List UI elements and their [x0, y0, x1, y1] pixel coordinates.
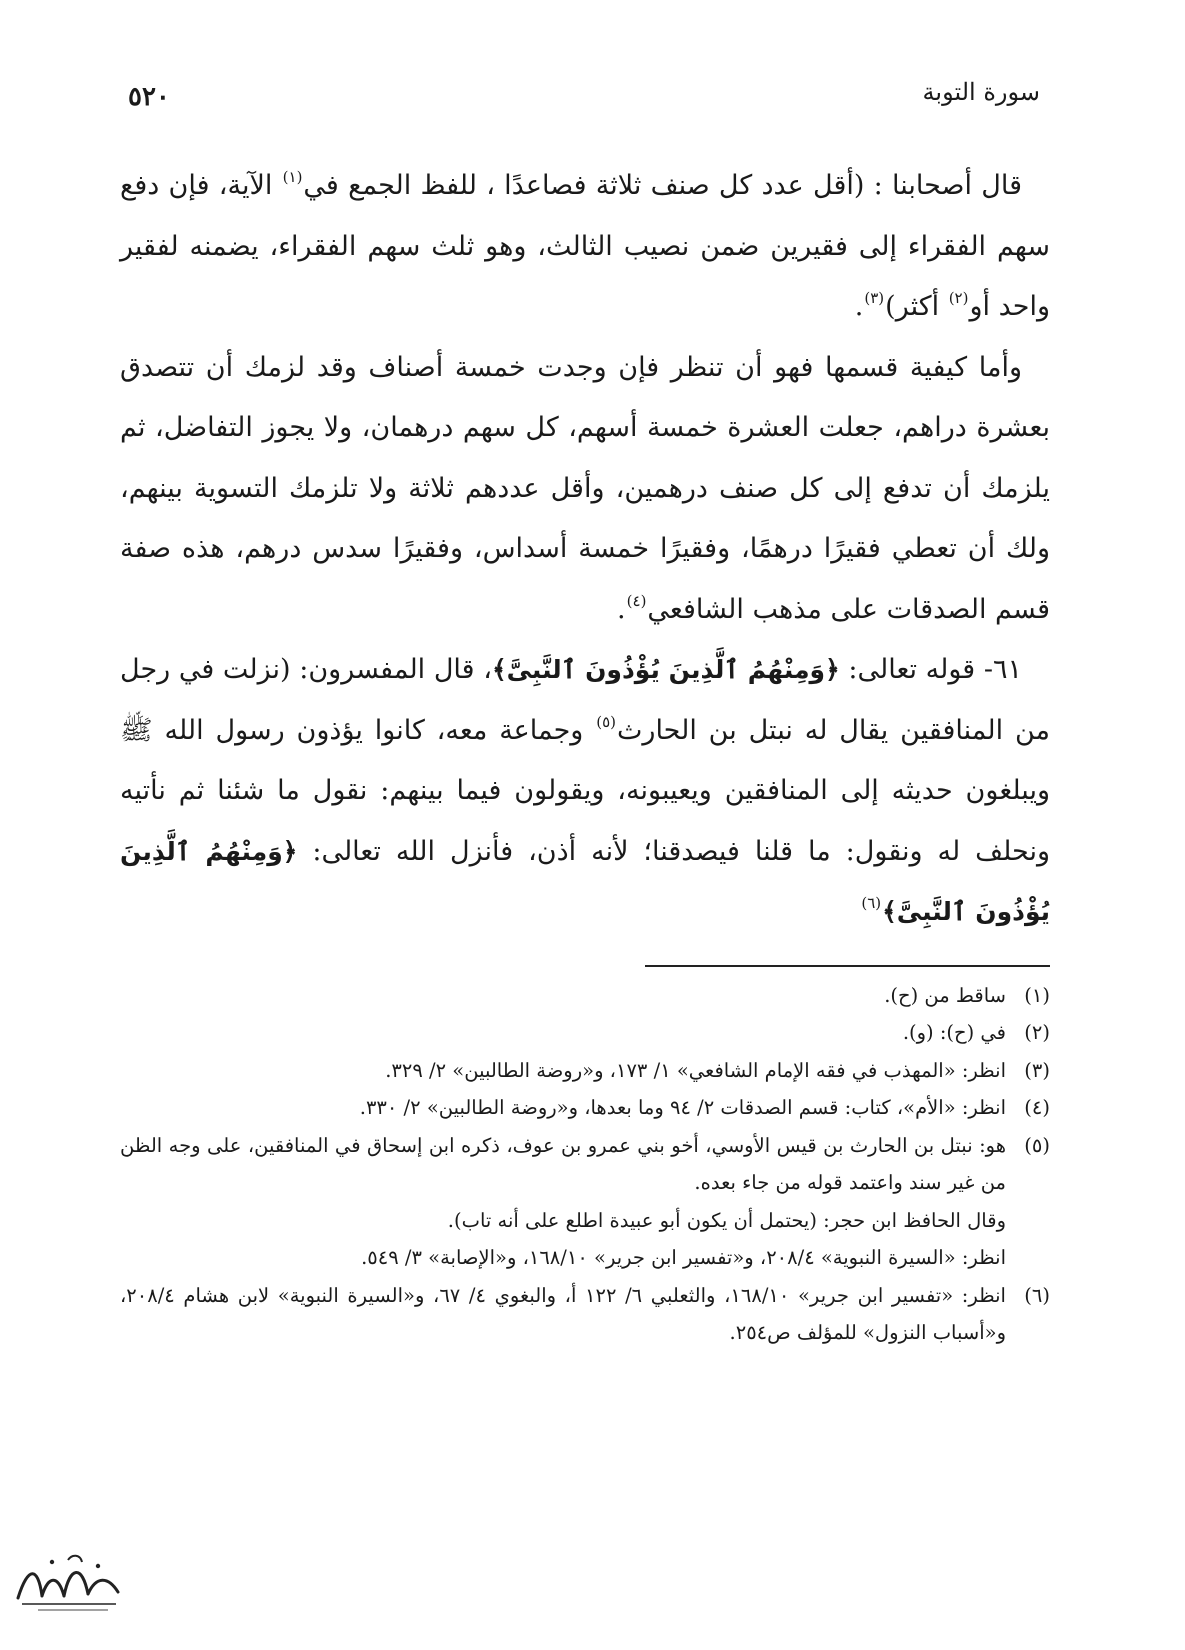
paragraph-3-text-b: ، قال المفسرون: (نزلت في رجل من المنافقين يقال له نبتل بن الحارث [120, 654, 1050, 746]
footnote-text [120, 1127, 1006, 1277]
footnote-line: انظر: «الأم»، كتاب: قسم الصدقات ٢/ ٩٤ وما بعدها، و«روضة الطالبين» ٢/ ٣٣٠. [359, 1096, 1006, 1119]
page-number: ٥٢٠ [128, 82, 170, 112]
footnote-item-6 [120, 1277, 1050, 1352]
footnote-text [120, 977, 1006, 1015]
footnote-number: (٣) [1024, 1058, 1050, 1082]
paragraph-2-text-b: . [617, 593, 626, 625]
page [120, 60, 1050, 1620]
footnote-text [120, 1089, 1006, 1127]
publisher-logo-icon [8, 1546, 128, 1616]
footnotes [120, 977, 1050, 1352]
paragraph-3-text-c: وجماعة معه، كانوا يؤذون رسول الله ﷺ ويبلغون حديثه إلى المنافقين ويعيبونه، ويقولون فيما بينهم: نقول ما شئنا ثم نأتيه ونحلف له ونقول: ما قلنا فيصدقنا؛ لأنه أذن، فأنزل الله تعالى: [120, 714, 1050, 867]
footnote-text [120, 1277, 1006, 1352]
footnote-ref-4[interactable]: (٤) [626, 591, 647, 610]
paragraph-1-text-b: الآية، فإن دفع سهم الفقراء إلى فقيرين ضمن نصيب الثالث، وهو ثلث سهم الفقراء، يضمنه لفقير واحد أو [120, 170, 1050, 322]
footnote-number: (١) [1024, 983, 1050, 1007]
footnote-item-1 [120, 977, 1050, 1015]
quran-verse-2: ﴿وَمِنْهُمُ ٱلَّذِينَ يُؤْذُونَ ٱلنَّبِىَّ﴾ [120, 836, 1050, 926]
footnote-ref-2[interactable]: (٢) [948, 289, 969, 307]
paragraph-2-text-a: وأما كيفية قسمها فهو أن تنظر فإن وجدت خمسة أصناف وقد لزمك أن تتصدق بعشرة دراهم، جعلت العشرة خمسة أسهم، كل سهم درهمان، ولا يجوز التفاضل، ثم يلزمك أن تدفع إلى كل صنف درهمين، وأقل عددهم ثلاثة ولا تلزمك التسوية بينهم، ولك أن تعطي فقيرًا درهمًا، وفقيرًا خمسة أسداس، وفقيرًا سدس درهم، هذه صفة قسم الصدقات على مذهب الشافعي [120, 351, 1050, 625]
footnote-item-2 [120, 1014, 1050, 1052]
paragraph-1-text-a: قال أصحابنا : (أقل عدد كل صنف ثلاثة فصاعدًا ، للفظ الجمع في [303, 170, 1022, 201]
footnote-item-3 [120, 1052, 1050, 1090]
footnote-line: انظر: «تفسير ابن جرير» ١٦٨/١٠، والثعلبي ٦/ ١٢٢ أ، والبغوي ٤/ ٦٧، و«السيرة النبوية» لابن هشام ٢٠٨/٤، و«أسباب النزول» للمؤلف ص٢٥٤. [120, 1283, 1006, 1344]
footnote-line: هو: نبتل بن الحارث بن قيس الأوسي، أخو بني عمرو بن عوف، ذكره ابن إسحاق في المنافقين، على وجه الظن من غير سند واعتمد قوله من جاء بعده. [120, 1133, 1006, 1194]
footnote-line: ساقط من (ح). [884, 983, 1006, 1007]
footnote-line: انظر: «المهذب في فقه الإمام الشافعي» ١/ ١٧٣، و«روضة الطالبين» ٢/ ٣٢٩. [385, 1058, 1006, 1082]
footnote-number: (٤) [1024, 1096, 1050, 1119]
surah-title: سورة التوبة [922, 78, 1040, 106]
footnote-line: انظر: «السيرة النبوية» ٢٠٨/٤، و«تفسير ابن جرير» ١٦٨/١٠، و«الإصابة» ٣/ ٥٤٩. [361, 1246, 1006, 1269]
footnote-ref-5[interactable]: (٥) [596, 712, 616, 731]
footnote-ref-6[interactable]: (٦) [861, 894, 882, 912]
footnote-item-4 [120, 1089, 1050, 1127]
footnote-number: (٢) [1024, 1021, 1050, 1044]
quran-verse-1: ﴿وَمِنْهُمُ ٱلَّذِينَ يُؤْذُونَ ٱلنَّبِىَّ﴾ [491, 655, 840, 684]
footnote-number: (٥) [1024, 1133, 1050, 1157]
paragraph-1 [120, 156, 1050, 338]
footnote-line: في (ح): (و). [902, 1021, 1006, 1044]
footnote-number: (٦) [1024, 1283, 1050, 1307]
footnote-text [120, 1014, 1006, 1052]
paragraph-1-text-c: أكثر) [885, 291, 948, 322]
footnote-divider [645, 965, 1050, 967]
footnote-ref-1[interactable]: (١) [282, 168, 303, 186]
main-text [120, 156, 1050, 943]
footnote-ref-3[interactable]: (٣) [864, 289, 885, 307]
footnote-line: وقال الحافظ ابن حجر: (يحتمل أن يكون أبو عبيدة اطلع على أنه تاب). [447, 1208, 1006, 1232]
footnote-text [120, 1052, 1006, 1090]
page-header [120, 60, 1050, 130]
paragraph-3-text-a: ٦١- قوله تعالى: [839, 654, 1022, 685]
paragraph-1-text-d: . [854, 291, 864, 322]
footnote-item-5 [120, 1127, 1050, 1277]
paragraph-2 [120, 338, 1050, 641]
paragraph-3 [120, 640, 1050, 943]
